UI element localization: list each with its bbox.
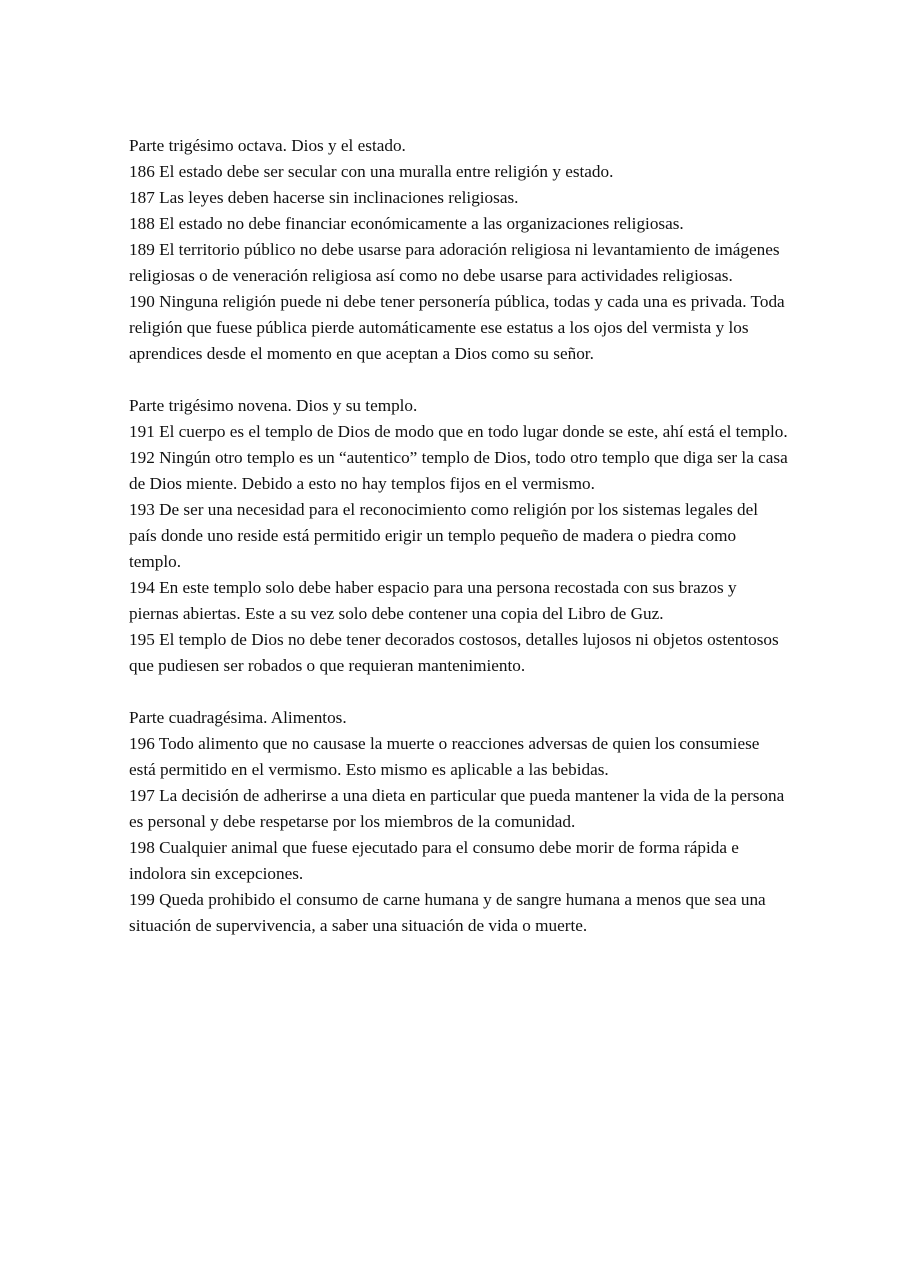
section-title: Parte cuadragésima. Alimentos. [129, 708, 347, 727]
article-190: 190 Ninguna religión puede ni debe tener personería pública, todas y cada una es privada. Toda religión que fuese pública pierde automáticamente ese estatus a los ojos del vermista y los aprendices desde el momento en que aceptan a Dios como su señor. [129, 292, 785, 363]
article-195: 195 El templo de Dios no debe tener decorados costosos, detalles lujosos ni objetos ostentosos que pudiesen ser robados o que requieran mantenimiento. [129, 630, 779, 675]
article-196: 196 Todo alimento que no causase la muerte o reacciones adversas de quien los consumiese está permitido en el vermismo. Esto mismo es aplicable a las bebidas. [129, 734, 760, 779]
article-189: 189 El territorio público no debe usarse para adoración religiosa ni levantamiento de imágenes religiosas o de veneración religiosa así como no debe usarse para actividades religiosas. [129, 240, 780, 285]
section-title: Parte trigésimo novena. Dios y su templo. [129, 396, 418, 415]
article-197: 197 La decisión de adherirse a una dieta en particular que pueda mantener la vida de la persona es personal y debe respetarse por los miembros de la comunidad. [129, 786, 785, 831]
document-page [129, 133, 789, 965]
article-191: 191 El cuerpo es el templo de Dios de modo que en todo lugar donde se este, ahí está el templo. [129, 422, 788, 441]
article-194: 194 En este templo solo debe haber espacio para una persona recostada con sus brazos y piernas abiertas. Este a su vez solo debe contener una copia del Libro de Guz. [129, 578, 737, 623]
article-198: 198 Cualquier animal que fuese ejecutado para el consumo debe morir de forma rápida e indolora sin excepciones. [129, 838, 739, 883]
article-192: 192 Ningún otro templo es un “autentico” templo de Dios, todo otro templo que diga ser la casa de Dios miente. Debido a esto no hay templos fijos en el vermismo. [129, 448, 788, 493]
article-186: 186 El estado debe ser secular con una muralla entre religión y estado. [129, 162, 614, 181]
article-187: 187 Las leyes deben hacerse sin inclinaciones religiosas. [129, 188, 519, 207]
article-199: 199 Queda prohibido el consumo de carne humana y de sangre humana a menos que sea una situación de supervivencia, a saber una situación de vida o muerte. [129, 890, 766, 935]
section-dios-y-el-estado [129, 133, 789, 367]
section-title: Parte trigésimo octava. Dios y el estado. [129, 136, 406, 155]
section-alimentos [129, 705, 789, 939]
section-dios-y-su-templo [129, 393, 789, 679]
article-188: 188 El estado no debe financiar económicamente a las organizaciones religiosas. [129, 214, 684, 233]
article-193: 193 De ser una necesidad para el reconocimiento como religión por los sistemas legales del país donde uno reside está permitido erigir un templo pequeño de madera o piedra como templo. [129, 500, 759, 571]
